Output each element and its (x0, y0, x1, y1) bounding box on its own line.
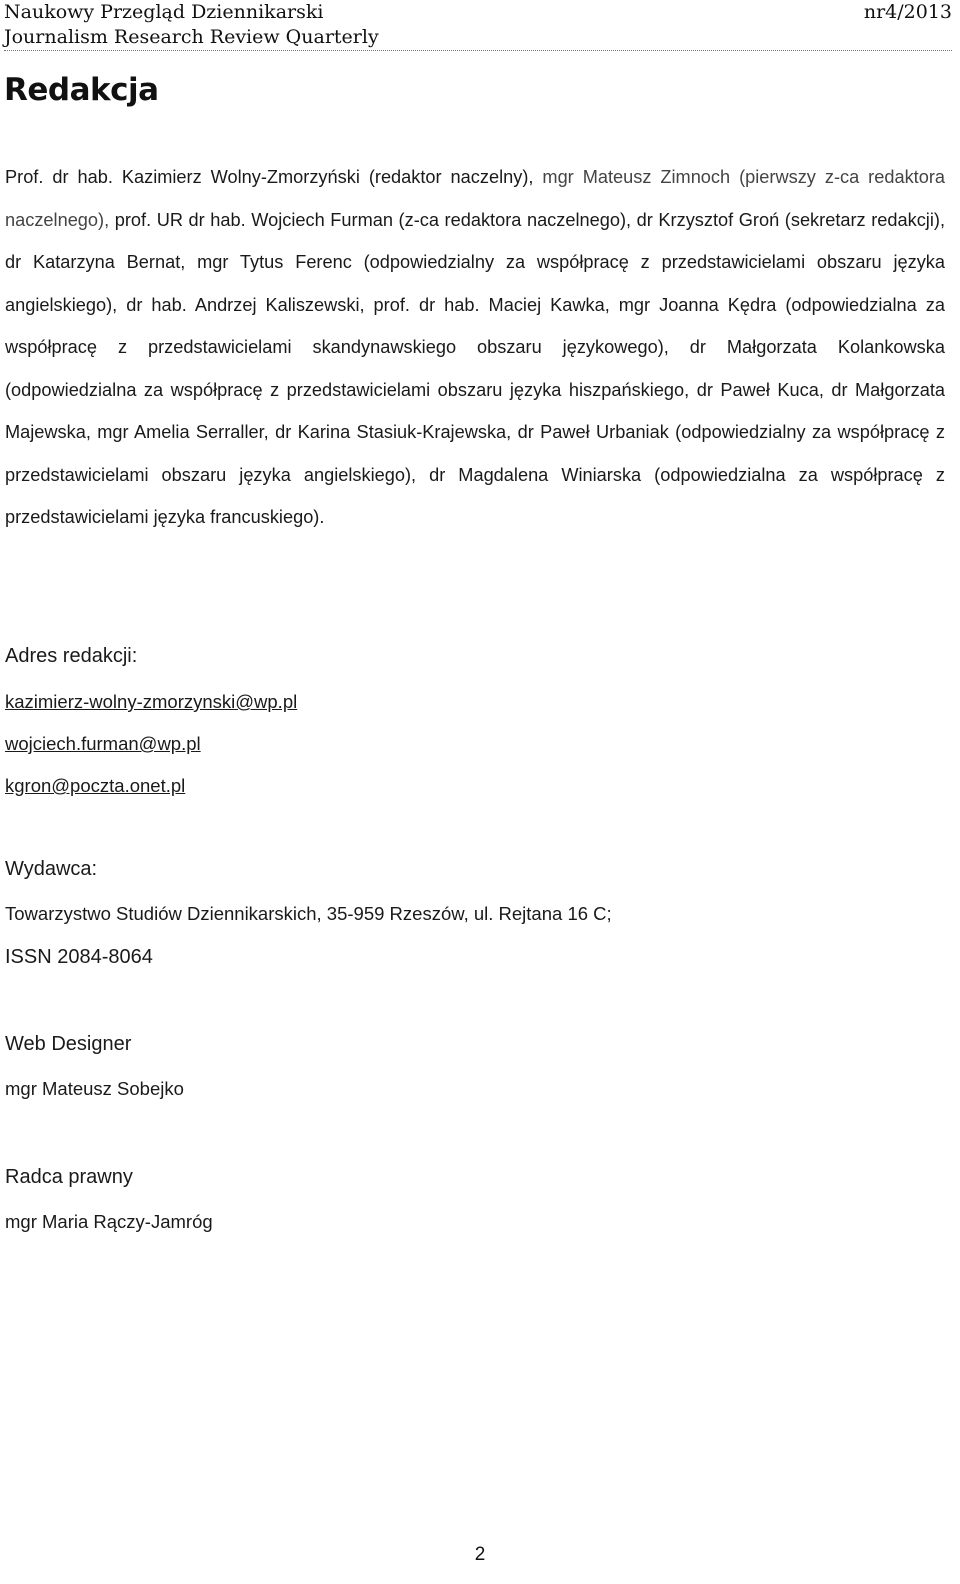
page-number: 2 (474, 1544, 486, 1565)
address-label: Adres redakcji: (5, 645, 138, 667)
publisher-address: Towarzystwo Studiów Dziennikarskich, 35-959 Rzeszów, ul. Rejtana 16 C; (5, 903, 612, 924)
email-link-3[interactable]: kgron@poczta.onet.pl (5, 775, 186, 796)
editorial-segment-1: Prof. dr hab. Kazimierz Wolny-Zmorzyński (redaktor naczelny), (5, 167, 543, 187)
publisher-label: Wydawca: (5, 858, 98, 880)
email-link-1[interactable]: kazimierz-wolny-zmorzynski@wp.pl (5, 691, 298, 712)
running-header (4, 0, 952, 51)
issue-number: nr4/2013 (863, 1, 952, 23)
journal-title-en: Journalism Research Review Quarterly (4, 26, 379, 48)
journal-title-pl: Naukowy Przegląd Dziennikarski (4, 1, 324, 23)
page-title: Redakcja (4, 72, 159, 108)
editorial-segment-3: prof. UR dr hab. Wojciech Furman (z-ca redaktora naczelnego), dr Krzysztof Groń (sekretarz redakcji), dr Katarzyna Bernat, mgr Tytus Ferenc (odpowiedzialny za współpracę z przedstawicielami obszaru języka angielskiego), dr hab. Andrzej Kaliszewski, prof. dr hab. Maciej Kawka, mgr Joanna Kędra (odpowiedzialna za współpracę z przedstawicielami skandynawskiego obszaru językowego), dr Małgorzata Kolankowska (odpowiedzialna za współpracę z przedstawicielami obszaru języka hiszpańskiego, dr Paweł Kuca, dr Małgorzata Majewska, mgr Amelia Serraller, dr Karina Stasiuk-Krajewska, dr Paweł Urbaniak (odpowiedzialny za współpracę z przedstawicielami obszaru języka angielskiego), dr Magdalena Winiarska (odpowiedzialna za współpracę z przedstawicielami języka francuskiego). (5, 209, 945, 527)
issn: ISSN 2084-8064 (5, 946, 153, 968)
web-designer-name: mgr Mateusz Sobejko (5, 1078, 184, 1099)
editorial-board-paragraph (5, 156, 945, 539)
legal-counsel-label: Radca prawny (5, 1166, 133, 1188)
email-link-2[interactable]: wojciech.furman@wp.pl (5, 733, 201, 754)
web-designer-label: Web Designer (5, 1033, 132, 1055)
journal-title-block (4, 0, 379, 50)
editorial-segment-2: mgr Mateusz Zimnoch (pierwszy z-ca redaktora naczelnego), (5, 167, 946, 230)
legal-counsel-name: mgr Maria Rączy-Jamróg (5, 1211, 213, 1232)
